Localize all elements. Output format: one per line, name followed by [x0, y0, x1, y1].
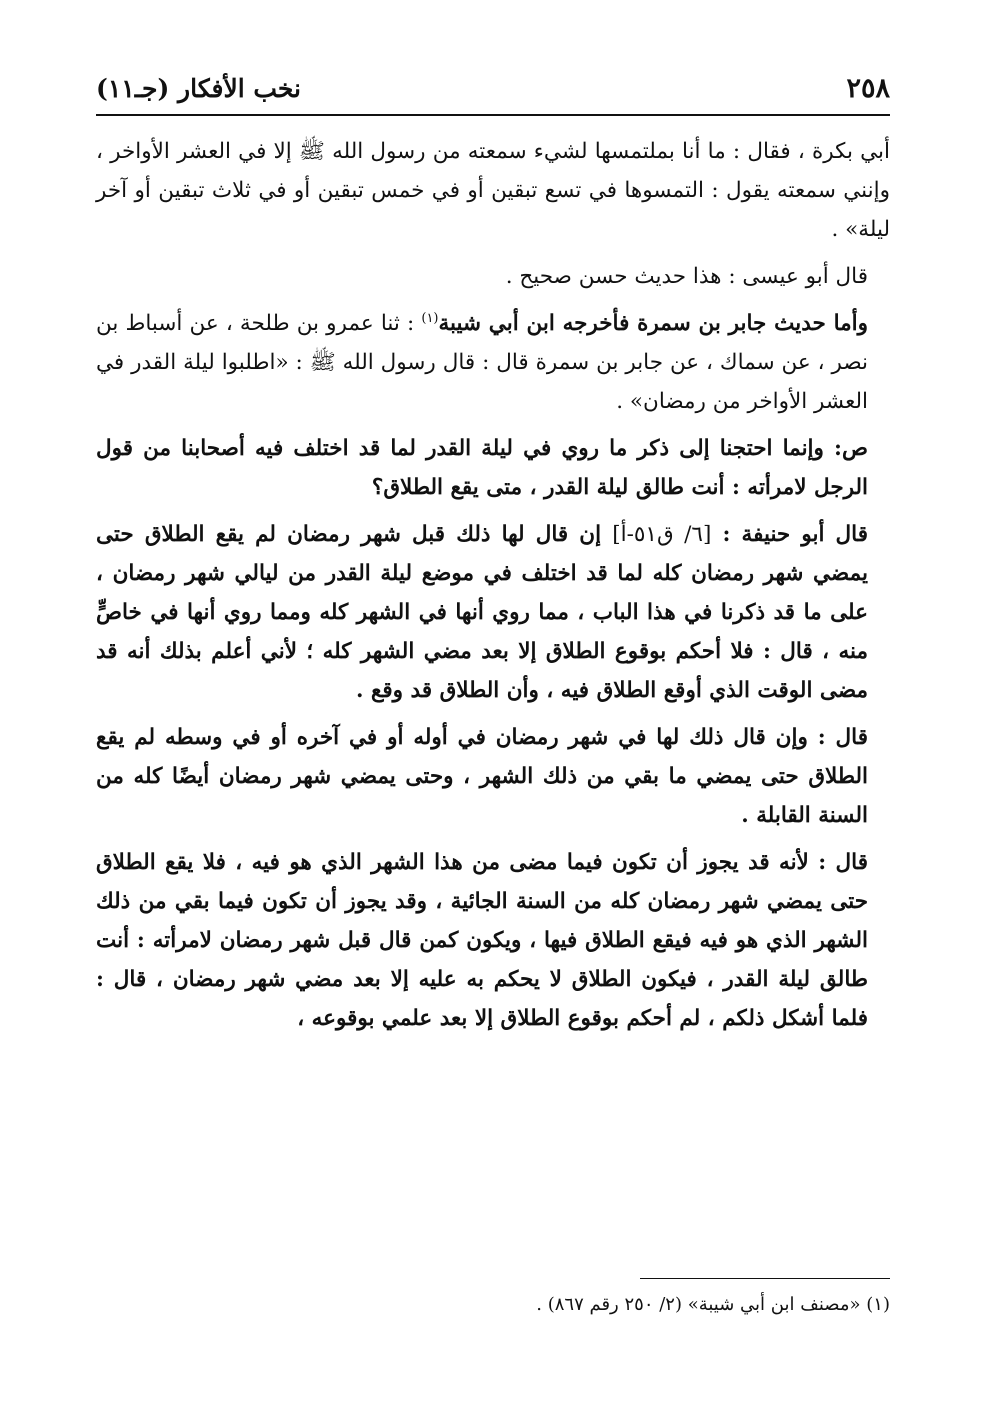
- paragraph-1: أبي بكرة ، فقال : ما أنا بملتمسها لشيء سمعته من رسول الله ﷺ إلا في العشر الأواخر ، وإنني سمعته يقول : التمسوها في تسع تبقين أو في خمس تبقين أو في ثلاث تبقين أو آخر ليلة» .: [96, 139, 890, 242]
- paragraph-3-rest: : ثنا عمرو بن طلحة ، عن أسباط بن نصر ، عن سماك ، عن جابر بن سمرة قال : قال رسول الله ﷺ : «اطلبوا ليلة القدر في العشر الأواخر من رمضان» .: [96, 311, 868, 414]
- paragraph-5-rest: إن قال لها ذلك قبل شهر رمضان لم يقع الطلاق حتى يمضي شهر رمضان كله لما قد اختلف في موضع ليلة القدر من ليالي شهر رمضان ، على ما قد ذكرنا في هذا الباب ، مما روي أنها في الشهر كله ومما روي أنها في خاصٍّ منه ، قال : فلا أحكم بوقوع الطلاق إلا بعد مضي الشهر كله ؛ لأني أعلم بذلك أنه قد مضى الوقت الذي أوقع الطلاق فيه ، وأن الطلاق قد وقع .: [96, 522, 868, 703]
- manuscript-ref: [٦/ ق٥١-أ]: [612, 522, 712, 547]
- paragraph-5-start: قال أبو حنيفة :: [711, 522, 869, 547]
- paragraph-3-lead: وأما حديث جابر بن سمرة فأخرجه ابن أبي شيبة: [438, 311, 868, 336]
- footnote-ref-1: (١): [421, 310, 439, 326]
- page-number: ٢٥٨: [846, 72, 890, 104]
- paragraph-4: ص: وإنما احتجنا إلى ذكر ما روي في ليلة القدر لما قد اختلف فيه أصحابنا من قول الرجل لامرأته : أنت طالق ليلة القدر ، متى يقع الطلاق؟: [96, 436, 868, 500]
- paragraph-7: قال : لأنه قد يجوز أن تكون فيما مضى من هذا الشهر الذي هو فيه ، فلا يقع الطلاق حتى يمضي شهر رمضان كله من السنة الجائية ، وقد يجوز أن تكون فيما بقي من ذلك الشهر الذي هو فيه فيقع الطلاق فيها ، ويكون كمن قال قبل شهر رمضان لامرأته : أنت طالق ليلة القدر ، فيكون الطلاق لا يحكم به عليه إلا بعد مضي شهر رمضان ، قال : فلما أشكل ذلكم ، لم أحكم بوقوع الطلاق إلا بعد علمي بوقوعه ،: [96, 850, 868, 1031]
- main-text: [96, 132, 890, 1046]
- paragraph-2: قال أبو عيسى : هذا حديث حسن صحيح .: [505, 264, 868, 289]
- footnote-rule: [640, 1278, 890, 1279]
- running-title: نخب الأفكار (جـ١١): [96, 73, 302, 103]
- paragraph-6: قال : وإن قال ذلك لها في شهر رمضان في أوله أو في آخره أو في وسطه لم يقع الطلاق حتى يمضي ما بقي من ذلك الشهر ، وحتى يمضي شهر رمضان أيضًا كله من السنة القابلة .: [96, 725, 868, 828]
- footnote-1: (١) «مصنف ابن أبي شيبة» (٢/ ٢٥٠ رقم ٨٦٧) .: [536, 1294, 890, 1315]
- header-rule: [96, 114, 890, 116]
- page-header: [96, 66, 890, 110]
- paragraph-5: [96, 515, 890, 710]
- paragraph-3: [96, 304, 890, 421]
